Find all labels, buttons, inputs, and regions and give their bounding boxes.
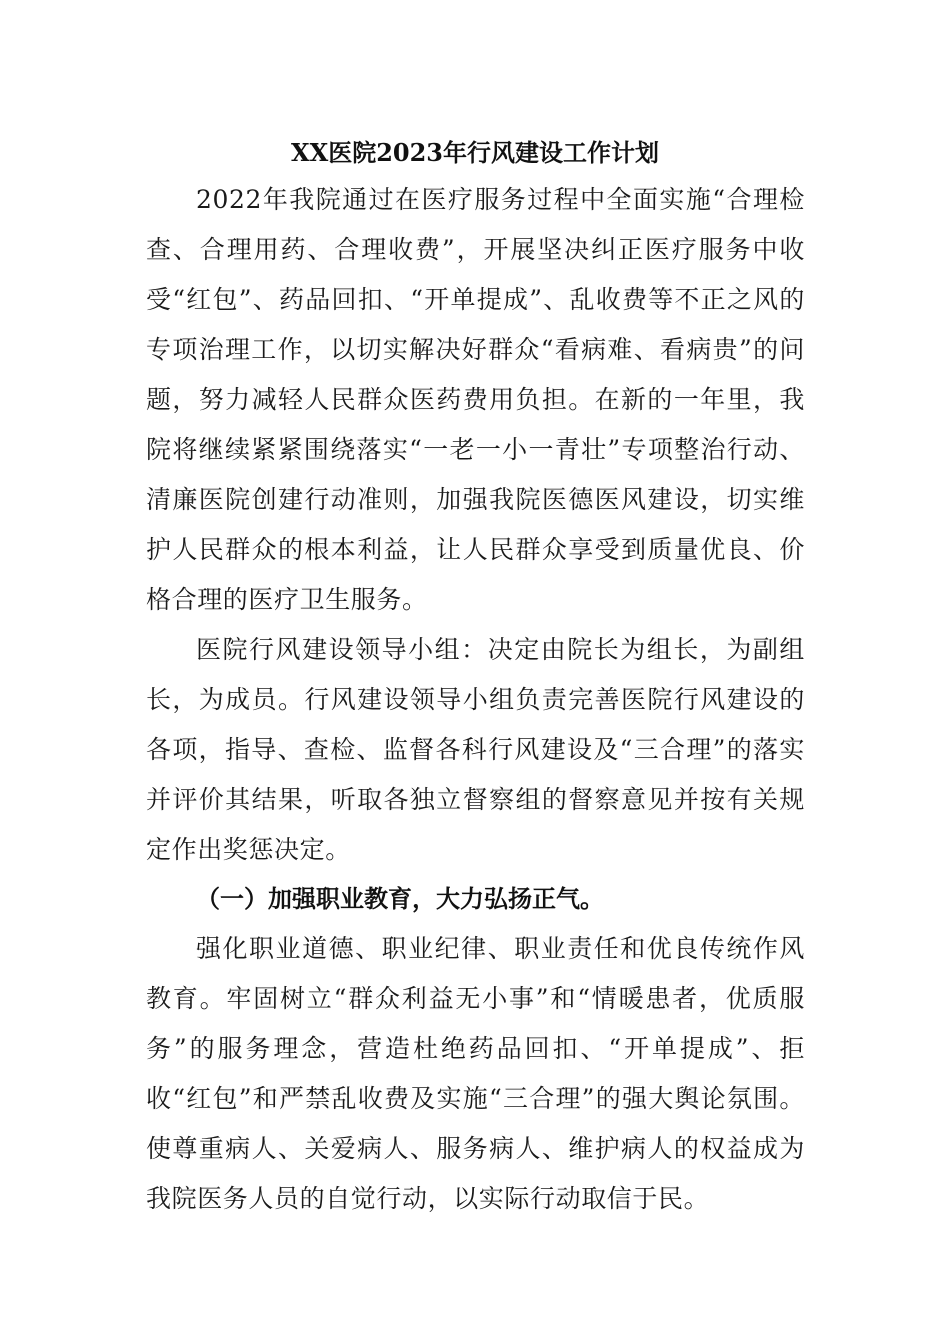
- section-heading: （一）加强职业教育，大力弘扬正气。: [196, 885, 604, 913]
- section-paragraph: 强化职业道德、职业纪律、职业责任和优良传统作风教育。牢固树立“群众利益无小事”和“情暖患者，优质服务”的服务理念，营造杜绝药品回扣、“开单提成”、拒收“红包”和严禁乱收费及实施“三合理”的强大舆论氛围。使尊重病人、关爱病人、服务病人、维护病人的权益成为我院医务人员的自觉行动，以实际行动取信于民。: [146, 934, 805, 1213]
- intro-paragraph: 2022年我院通过在医疗服务过程中全面实施“合理检查、合理用药、合理收费”，开展坚决纠正医疗服务中收受“红包”、药品回扣、“开单提成”、乱收费等不正之风的专项治理工作，以切实解决好群众“看病难、看病贵”的问题，努力减轻人民群众医药费用负担。在新的一年里，我院将继续紧紧围绕落实“一老一小一青壮”专项整治行动、清廉医院创建行动准则，加强我院医德医风建设，切实维护人民群众的根本利益，让人民群众享受到质量优良、价格合理的医疗卫生服务。: [146, 185, 805, 614]
- leadership-group-paragraph: 医院行风建设领导小组：决定由院长为组长，为副组长，为成员。行风建设领导小组负责完善医院行风建设的各项，指导、查检、监督各科行风建设及“三合理”的落实并评价其结果，听取各独立督察组的督察意见并按有关规定作出奖惩决定。: [146, 635, 805, 864]
- document-title: XX医院2023年行风建设工作计划: [290, 138, 660, 167]
